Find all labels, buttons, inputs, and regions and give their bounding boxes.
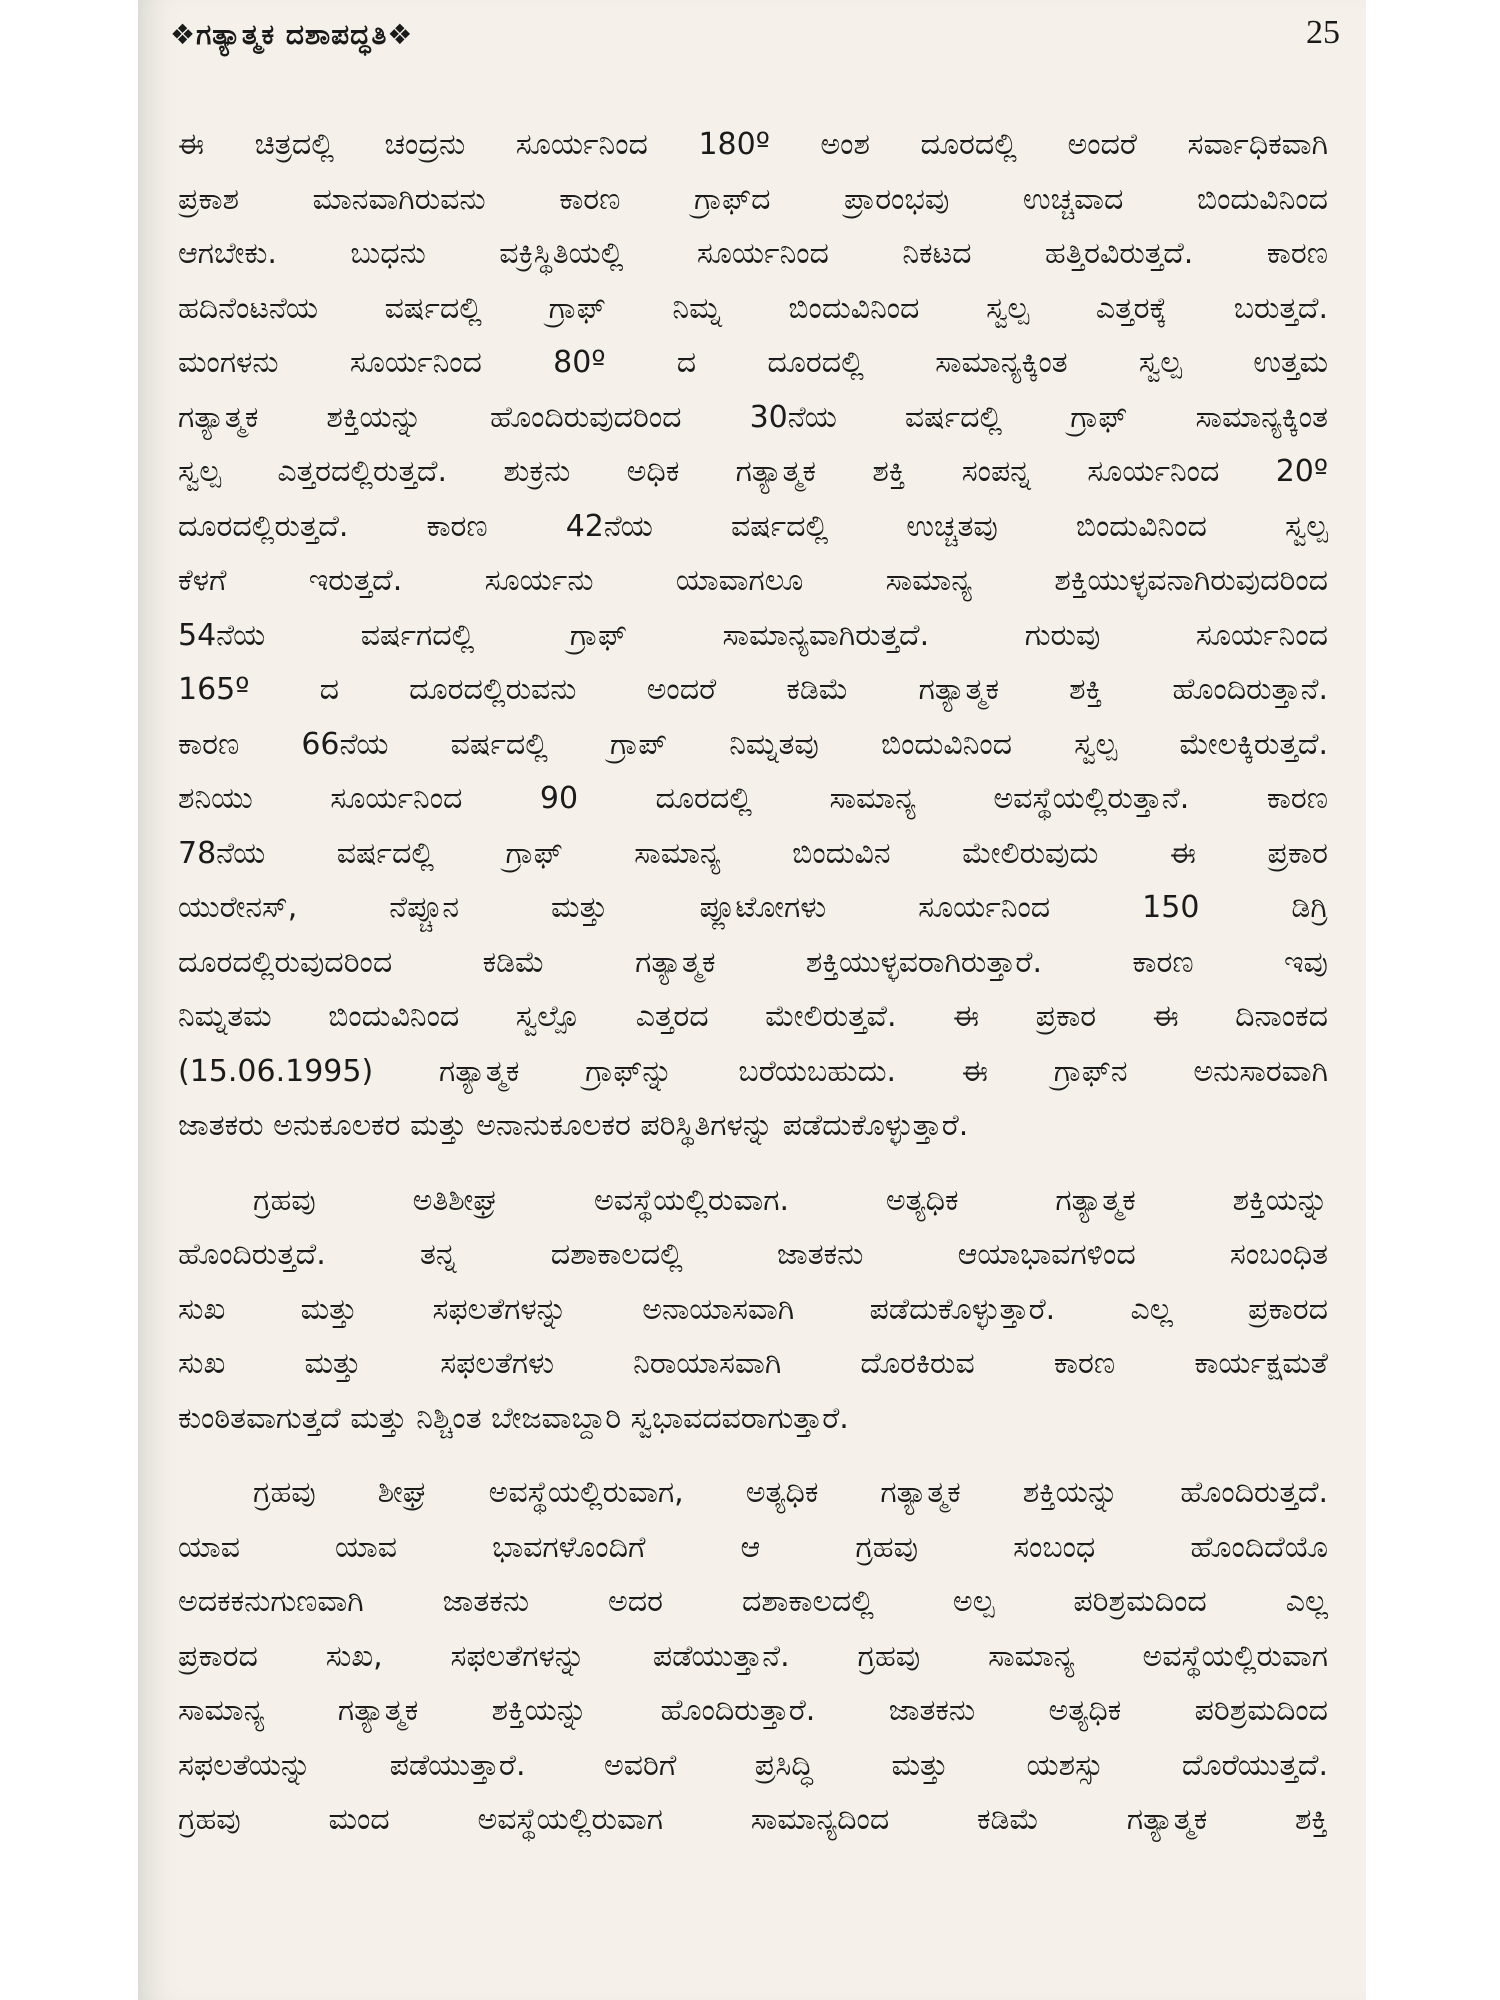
text-line: ಹೊಂದಿರುತ್ತದೆ. ತನ್ನ ದಶಾಕಾಲದಲ್ಲಿ ಜಾತಕನು ಆಯಾಭಾವಗಳಿಂದ ಸಂಬಂಧಿತ [178, 1237, 1328, 1272]
text-line: ಪ್ರಕಾರದ ಸುಖ, ಸಫಲತೆಗಳನ್ನು ಪಡೆಯುತ್ತಾನೆ. ಗ್ರಹವು ಸಾಮಾನ್ಯ ಅವಸ್ಥೆಯಲ್ಲಿರುವಾಗ [178, 1638, 1328, 1674]
text-line: ದೂರದಲ್ಲಿರುವುದರಿಂದ ಕಡಿಮೆ ಗತ್ಯಾತ್ಮಕ ಶಕ್ತಿಯುಳ್ಳವರಾಗಿರುತ್ತಾರೆ. ಕಾರಣ ಇವು [178, 944, 1328, 980]
text-line: ಕುಂಠಿತವಾಗುತ್ತದೆ ಮತ್ತು ನಿಶ್ಚಿಂತ ಬೇಜವಾಬ್ದಾರಿ ಸ್ವಭಾವದವರಾಗುತ್ತಾರೆ. [178, 1400, 849, 1436]
text-line: ಸುಖ ಮತ್ತು ಸಫಲತೆಗಳನ್ನು ಅನಾಯಾಸವಾಗಿ ಪಡೆದುಕೊಳ್ಳುತ್ತಾರೆ. ಎಲ್ಲ ಪ್ರಕಾರದ [178, 1291, 1328, 1327]
text-line: ಗ್ರಹವು ಮಂದ ಅವಸ್ಥೆಯಲ್ಲಿರುವಾಗ ಸಾಮಾನ್ಯದಿಂದ ಕಡಿಮೆ ಗತ್ಯಾತ್ಮಕ ಶಕ್ತಿ [178, 1802, 1328, 1837]
text-line: ಗ್ರಹವು ಶೀಘ್ರ ಅವಸ್ಥೆಯಲ್ಲಿರುವಾಗ, ಅತ್ಯಧಿಕ ಗತ್ಯಾತ್ಮಕ ಶಕ್ತಿಯನ್ನು ಹೊಂದಿರುತ್ತದೆ. [253, 1475, 1328, 1510]
text-line: ಸಫಲತೆಯನ್ನು ಪಡೆಯುತ್ತಾರೆ. ಅವರಿಗೆ ಪ್ರಸಿದ್ಧಿ ಮತ್ತು ಯಶಸ್ಸು ದೊರೆಯುತ್ತದೆ. [178, 1747, 1328, 1783]
paragraph-3 [178, 1466, 1328, 1848]
text-line: 165º ದ ದೂರದಲ್ಲಿರುವನು ಅಂದರೆ ಕಡಿಮೆ ಗತ್ಯಾತ್ಮಕ ಶಕ್ತಿ ಹೊಂದಿರುತ್ತಾನೆ. [178, 672, 1328, 707]
text-line: 78ನೆಯ ವರ್ಷದಲ್ಲಿ ಗ್ರಾಫ್ ಸಾಮಾನ್ಯ ಬಿಂದುವಿನ ಮೇಲಿರುವುದು ಈ ಪ್ರಕಾರ [178, 835, 1328, 871]
text-line: ನಿಮ್ನತಮ ಬಿಂದುವಿನಿಂದ ಸ್ವಲ್ಪೊ ಎತ್ತರದ ಮೇಲಿರುತ್ತವೆ. ಈ ಪ್ರಕಾರ ಈ ದಿನಾಂಕದ [178, 999, 1328, 1034]
paragraph-gap [178, 1154, 1328, 1174]
paragraph-gap [178, 1446, 1328, 1466]
text-line: ಯಾವ ಯಾವ ಭಾವಗಳೊಂದಿಗೆ ಆ ಗ್ರಹವು ಸಂಬಂಧ ಹೊಂದಿದೆಯೊ [178, 1529, 1328, 1565]
paragraph-1 [178, 118, 1328, 1154]
text-line: ಶನಿಯು ಸೂರ್ಯನಿಂದ 90 ದೂರದಲ್ಲಿ ಸಾಮಾನ್ಯ ಅವಸ್ಥೆಯಲ್ಲಿರುತ್ತಾನೆ. ಕಾರಣ [178, 781, 1328, 816]
text-line: ದೂರದಲ್ಲಿರುತ್ತದೆ. ಕಾರಣ 42ನೆಯ ವರ್ಷದಲ್ಲಿ ಉಚ್ಚತವು ಬಿಂದುವಿನಿಂದ ಸ್ವಲ್ಪ [178, 508, 1328, 544]
text-line: ಗ್ರಹವು ಅತಿಶೀಘ್ರ ಅವಸ್ಥೆಯಲ್ಲಿರುವಾಗ. ಅತ್ಯಧಿಕ ಗತ್ಯಾತ್ಮಕ ಶಕ್ತಿಯನ್ನು [253, 1182, 1328, 1218]
text-line: ಜಾತಕರು ಅನುಕೂಲಕರ ಮತ್ತು ಅನಾನುಕೂಲಕರ ಪರಿಸ್ಥಿತಿಗಳನ್ನು ಪಡೆದುಕೊಳ್ಳುತ್ತಾರೆ. [178, 1108, 969, 1143]
text-line: ಸುಖ ಮತ್ತು ಸಫಲತೆಗಳು ನಿರಾಯಾಸವಾಗಿ ದೊರಕಿರುವ ಕಾರಣ ಕಾರ್ಯಕ್ಷಮತೆ [178, 1346, 1328, 1381]
page-number: 25 [1306, 14, 1340, 51]
text-line: ಕೆಳಗೆ ಇರುತ್ತದೆ. ಸೂರ್ಯನು ಯಾವಾಗಲೂ ಸಾಮಾನ್ಯ ಶಕ್ತಿಯುಳ್ಳವನಾಗಿರುವುದರಿಂದ [178, 563, 1328, 598]
text-line: ಮಂಗಳನು ಸೂರ್ಯನಿಂದ 80º ದ ದೂರದಲ್ಲಿ ಸಾಮಾನ್ಯಕ್ಕಿಂತ ಸ್ವಲ್ಪ ಉತ್ತಮ [178, 345, 1328, 380]
text-line: ಗತ್ಯಾತ್ಮಕ ಶಕ್ತಿಯನ್ನು ಹೊಂದಿರುವುದರಿಂದ 30ನೆಯ ವರ್ಷದಲ್ಲಿ ಗ್ರಾಫ್ ಸಾಮಾನ್ಯಕ್ಕಿಂತ [178, 399, 1328, 435]
text-line: ಅದಕಕನುಗುಣವಾಗಿ ಜಾತಕನು ಅದರ ದಶಾಕಾಲದಲ್ಲಿ ಅಲ್ಪ ಪರಿಶ್ರಮದಿಂದ ಎಲ್ಲ [178, 1584, 1328, 1619]
text-line: ಯುರೇನಸ್, ನೆಪ್ಚೂನ ಮತ್ತು ಪ್ಲೂಟೋಗಳು ಸೂರ್ಯನಿಂದ 150 ಡಿಗ್ರಿ [178, 890, 1328, 925]
text-line: ಈ ಚಿತ್ರದಲ್ಲಿ ಚಂದ್ರನು ಸೂರ್ಯನಿಂದ 180º ಅಂಶ ದೂರದಲ್ಲಿ ಅಂದರೆ ಸರ್ವಾಧಿಕವಾಗಿ [178, 127, 1328, 162]
text-line: 54ನೆಯ ವರ್ಷಗದಲ್ಲಿ ಗ್ರಾಫ್ ಸಾಮಾನ್ಯವಾಗಿರುತ್ತದೆ. ಗುರುವು ಸೂರ್ಯನಿಂದ [178, 617, 1328, 653]
text-line: ಪ್ರಕಾಶ ಮಾನವಾಗಿರುವನು ಕಾರಣ ಗ್ರಾಫ್‌ದ ಪ್ರಾರಂಭವು ಉಚ್ಚವಾದ ಬಿಂದುವಿನಿಂದ [178, 181, 1328, 217]
text-line: ಹದಿನೆಂಟನೆಯ ವರ್ಷದಲ್ಲಿ ಗ್ರಾಫ್ ನಿಮ್ನ ಬಿಂದುವಿನಿಂದ ಸ್ವಲ್ಪ ಎತ್ತರಕ್ಕೆ ಬರುತ್ತದೆ. [178, 290, 1328, 326]
text-line: (15.06.1995) ಗತ್ಯಾತ್ಮಕ ಗ್ರಾಫ್‌ನ್ನು ಬರೆಯಬಹುದು. ಈ ಗ್ರಾಫ್‌ನ ಅನುಸಾರವಾಗಿ [178, 1053, 1328, 1089]
text-line: ಸ್ವಲ್ಪ ಎತ್ತರದಲ್ಲಿರುತ್ತದೆ. ಶುಕ್ರನು ಅಧಿಕ ಗತ್ಯಾತ್ಮಕ ಶಕ್ತಿ ಸಂಪನ್ನ ಸೂರ್ಯನಿಂದ 20º [178, 454, 1328, 489]
text-line: ಕಾರಣ 66ನೆಯ ವರ್ಷದಲ್ಲಿ ಗ್ರಾಪ್ ನಿಮ್ನತವು ಬಿಂದುವಿನಿಂದ ಸ್ವಲ್ಪ ಮೇಲಕ್ಕಿರುತ್ತದೆ. [178, 726, 1328, 762]
text-line: ಸಾಮಾನ್ಯ ಗತ್ಯಾತ್ಮಕ ಶಕ್ತಿಯನ್ನು ಹೊಂದಿರುತ್ತಾರೆ. ಜಾತಕನು ಅತ್ಯಧಿಕ ಪರಿಶ್ರಮದಿಂದ [178, 1693, 1328, 1728]
running-title: ❖ಗತ್ಯಾತ್ಮಕ ದಶಾಪದ್ಧತಿ❖ [170, 18, 414, 51]
paragraph-2 [178, 1174, 1328, 1447]
text-line: ಆಗಬೇಕು. ಬುಧನು ವಕ್ರಿಸ್ಥಿತಿಯಲ್ಲಿ ಸೂರ್ಯನಿಂದ ನಿಕಟದ ಹತ್ತಿರವಿರುತ್ತದೆ. ಕಾರಣ [178, 236, 1328, 271]
body-text [178, 118, 1328, 1848]
